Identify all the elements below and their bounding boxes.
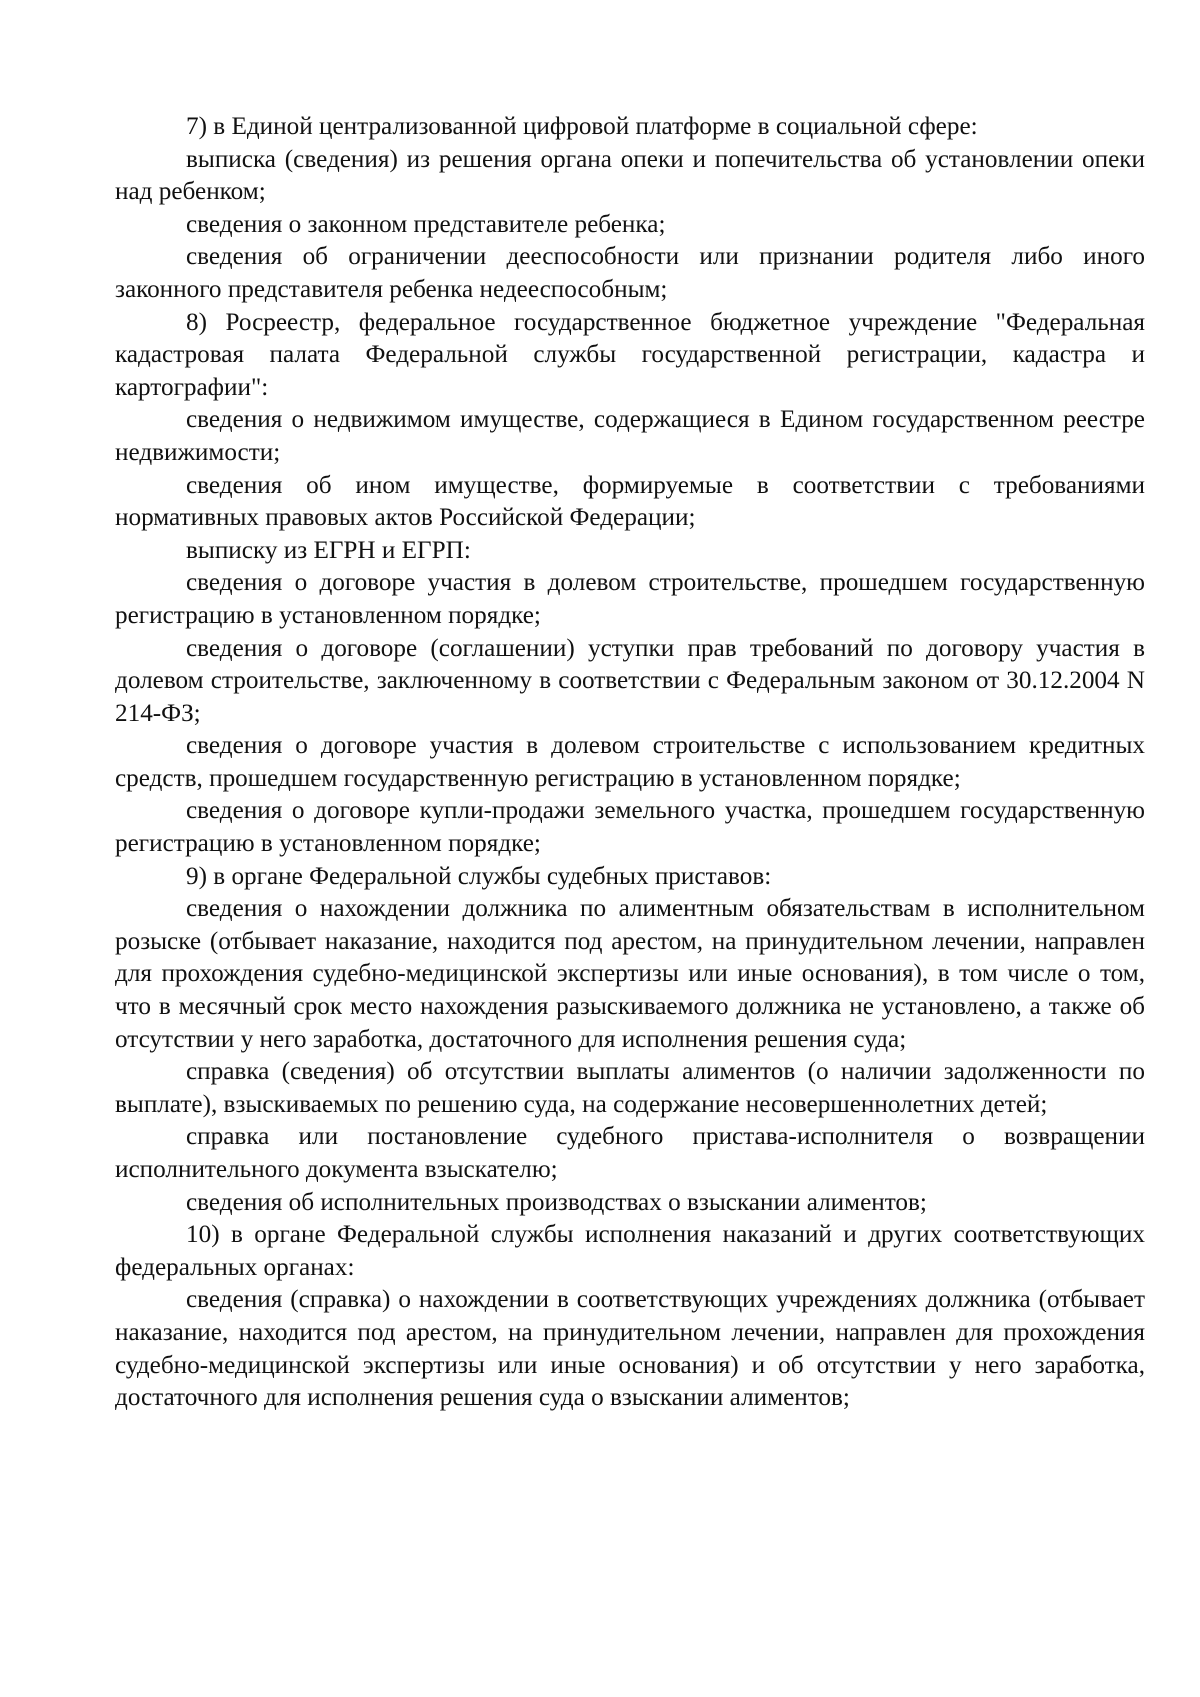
item-8-heading: 8) Росреестр, федеральное государственное бюджетное учреждение "Федеральная кадастровая палата Федеральной службы государственной регистрации, кадастра и картографии": — [115, 308, 1145, 401]
paragraph-alimony-nonpayment: справка (сведения) об отсутствии выплаты алиментов (о наличии задолженности по выплате), взыскиваемых по решению суда, на содержание несовершеннолетних детей; — [115, 1058, 1145, 1118]
paragraph-credit-construction: сведения о договоре участия в долевом строительстве с использованием кредитных средств, прошедшем государственную регистрацию в установленном порядке; — [115, 732, 1145, 792]
item-10-heading: 10) в органе Федеральной службы исполнения наказаний и других соответствующих федеральных органах: — [115, 1221, 1145, 1281]
paragraph-debtor-search: сведения о нахождении должника по алиментным обязательствам в исполнительном розыске (отбывает наказание, находится под арестом, на принудительном лечении, направлен для прохождения судебно-медицинской экспертизы или иные основания), в том числе о том, что в месячный срок место нахождения разыскиваемого должника не установлено, а также об отсутствии у него заработка, достаточного для исполнения решения суда; — [115, 895, 1145, 1053]
document-body — [115, 111, 1145, 1415]
item-7-heading: 7) в Единой централизованной цифровой платформе в социальной сфере: — [186, 113, 978, 140]
paragraph-rights-assignment: сведения о договоре (соглашении) уступки прав требований по договору участия в долевом строительстве, заключенному в соответствии с Федеральным законом от 30.12.2004 N 214-ФЗ; — [115, 634, 1145, 727]
paragraph-other-property: сведения об ином имуществе, формируемые в соответствии с требованиями нормативных правовых актов Российской Федерации; — [115, 471, 1145, 532]
item-9-heading: 9) в органе Федеральной службы судебных приставов: — [186, 862, 772, 890]
paragraph-real-estate: сведения о недвижимом имуществе, содержащиеся в Едином государственном реестре недвижимости; — [115, 406, 1145, 466]
paragraph-enforcement-proceedings: сведения об исполнительных производствах о взыскании алиментов; — [186, 1188, 927, 1216]
paragraph-bailiff-resolution: справка или постановление судебного пристава-исполнителя о возвращении исполнительного документа взыскателю; — [115, 1123, 1145, 1183]
paragraph-penal-institution: сведения (справка) о нахождении в соответствующих учреждениях должника (отбывает наказание, находится под арестом, на принудительном лечении, направлен для прохождения судебно-медицинской экспертизы или иные основания) и об отсутствии у него заработка, достаточного для исполнения решения суда о взыскании алиментов; — [115, 1286, 1145, 1412]
paragraph-legal-capacity: сведения об ограничении дееспособности или признании родителя либо иного законного представителя ребенка недееспособным; — [115, 243, 1145, 303]
paragraph-guardianship-extract: выписка (сведения) из решения органа опеки и попечительства об установлении опеки над ребенком; — [115, 145, 1145, 206]
paragraph-shared-construction: сведения о договоре участия в долевом строительстве, прошедшем государственную регистрацию в установленном порядке; — [115, 569, 1145, 629]
paragraph-legal-representative: сведения о законном представителе ребенка; — [186, 210, 666, 238]
paragraph-land-purchase: сведения о договоре купли-продажи земельного участка, прошедшем государственную регистрацию в установленном порядке; — [115, 797, 1145, 858]
paragraph-egrn-extract: выписку из ЕГРН и ЕГРП: — [186, 536, 471, 564]
